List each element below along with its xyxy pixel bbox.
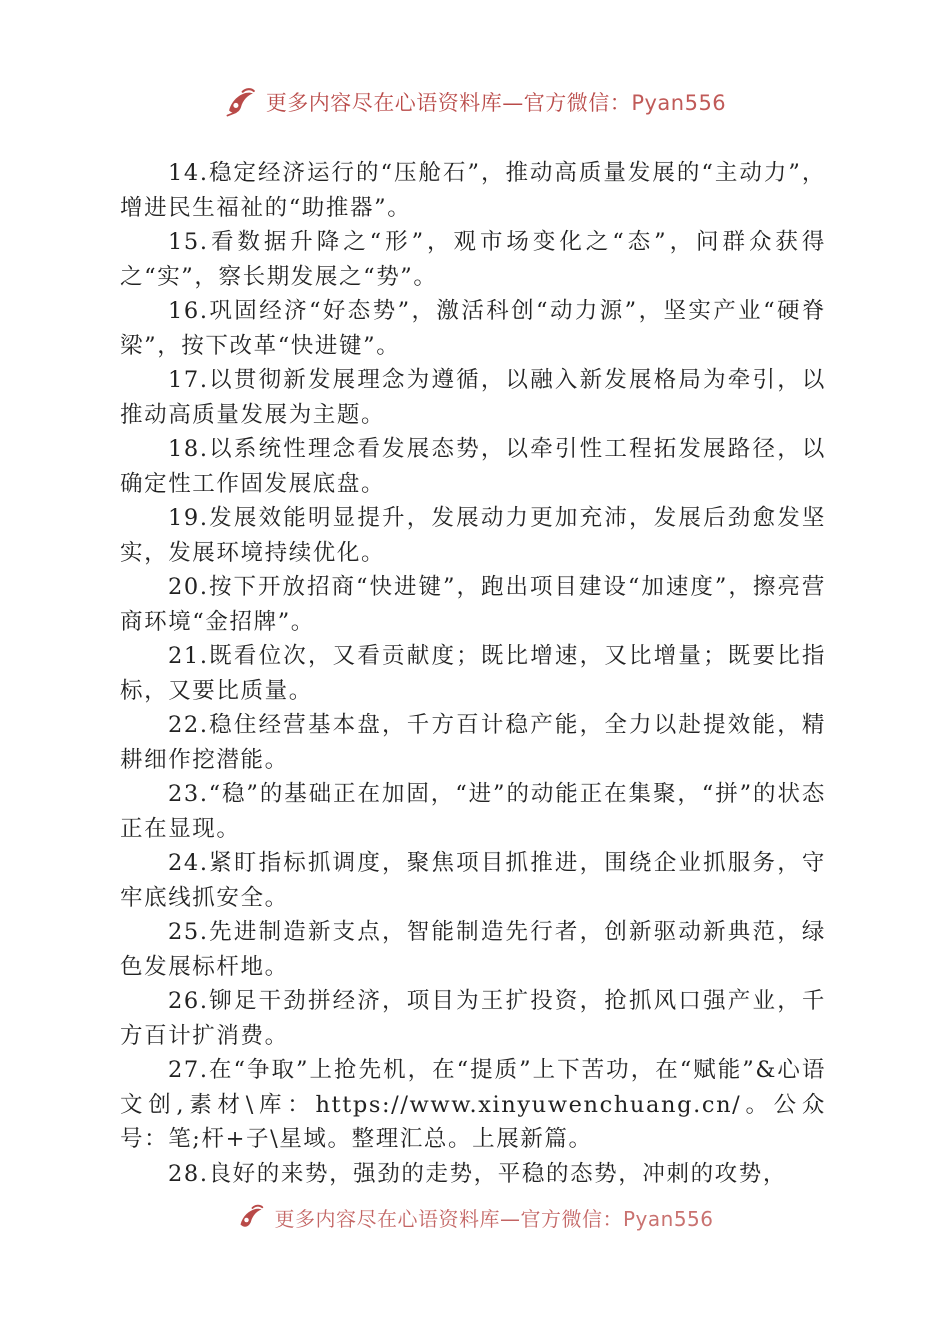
brush-logo-icon [236, 1202, 266, 1232]
paragraph-21: 21.既看位次，又看贡献度；既比增速，又比增量；既要比指标，又要比质量。 [120, 643, 826, 704]
paragraph-27: 27.在“争取”上抢先机，在“提质”上下苦功，在“赋能”&心语文创,素材\库：https://www.xinyuwenchuang.cn/。公众号：笔;杆+子\星域。整理汇总。上展新篇。 [120, 1057, 826, 1152]
paragraph-15: 15.看数据升降之“形”，观市场变化之“态”，问群众获得之“实”，察长期发展之“势”。 [120, 229, 826, 290]
header-watermark-text: 更多内容尽在心语资料库—官方微信：Pyan556 [265, 91, 727, 115]
paragraph-24: 24.紧盯指标抓调度，聚焦项目抓推进，围绕企业抓服务，守牢底线抓安全。 [120, 850, 826, 911]
footer-watermark [0, 1202, 950, 1232]
paragraph-23: 23.“稳”的基础正在加固，“进”的动能正在集聚，“拼”的状态正在显现。 [120, 781, 826, 842]
paragraph-20: 20.按下开放招商“快进键”，跑出项目建设“加速度”，擦亮营商环境“金招牌”。 [120, 574, 826, 635]
paragraph-25: 25.先进制造新支点，智能制造先行者，创新驱动新典范，绿色发展标杆地。 [120, 919, 826, 980]
header-watermark [0, 82, 950, 122]
paragraph-17: 17.以贯彻新发展理念为遵循，以融入新发展格局为牵引，以推动高质量发展为主题。 [120, 367, 826, 428]
brush-logo-icon [224, 85, 258, 119]
paragraph-16: 16.巩固经济“好态势”，激活科创“动力源”，坚实产业“硬脊梁”，按下改革“快进键”。 [120, 298, 826, 359]
paragraph-26: 26.铆足干劲拼经济，项目为王扩投资，抢抓风口强产业，千方百计扩消费。 [120, 988, 826, 1049]
paragraph-22: 22.稳住经营基本盘，千方百计稳产能，全力以赴提效能，精耕细作挖潜能。 [120, 712, 826, 773]
paragraph-28: 28.良好的来势，强劲的走势，平稳的态势，冲刺的攻势， [168, 1160, 787, 1187]
footer-watermark-text: 更多内容尽在心语资料库—官方微信：Pyan556 [274, 1206, 714, 1231]
paragraph-14: 14.稳定经济运行的“压舱石”，推动高质量发展的“主动力”，增进民生福祉的“助推器”。 [120, 160, 826, 221]
paragraph-19: 19.发展效能明显提升，发展动力更加充沛，发展后劲愈发坚实，发展环境持续优化。 [120, 505, 826, 566]
paragraph-18: 18.以系统性理念看发展态势，以牵引性工程拓发展路径，以确定性工作固发展底盘。 [120, 436, 826, 497]
document-body [120, 156, 826, 1191]
